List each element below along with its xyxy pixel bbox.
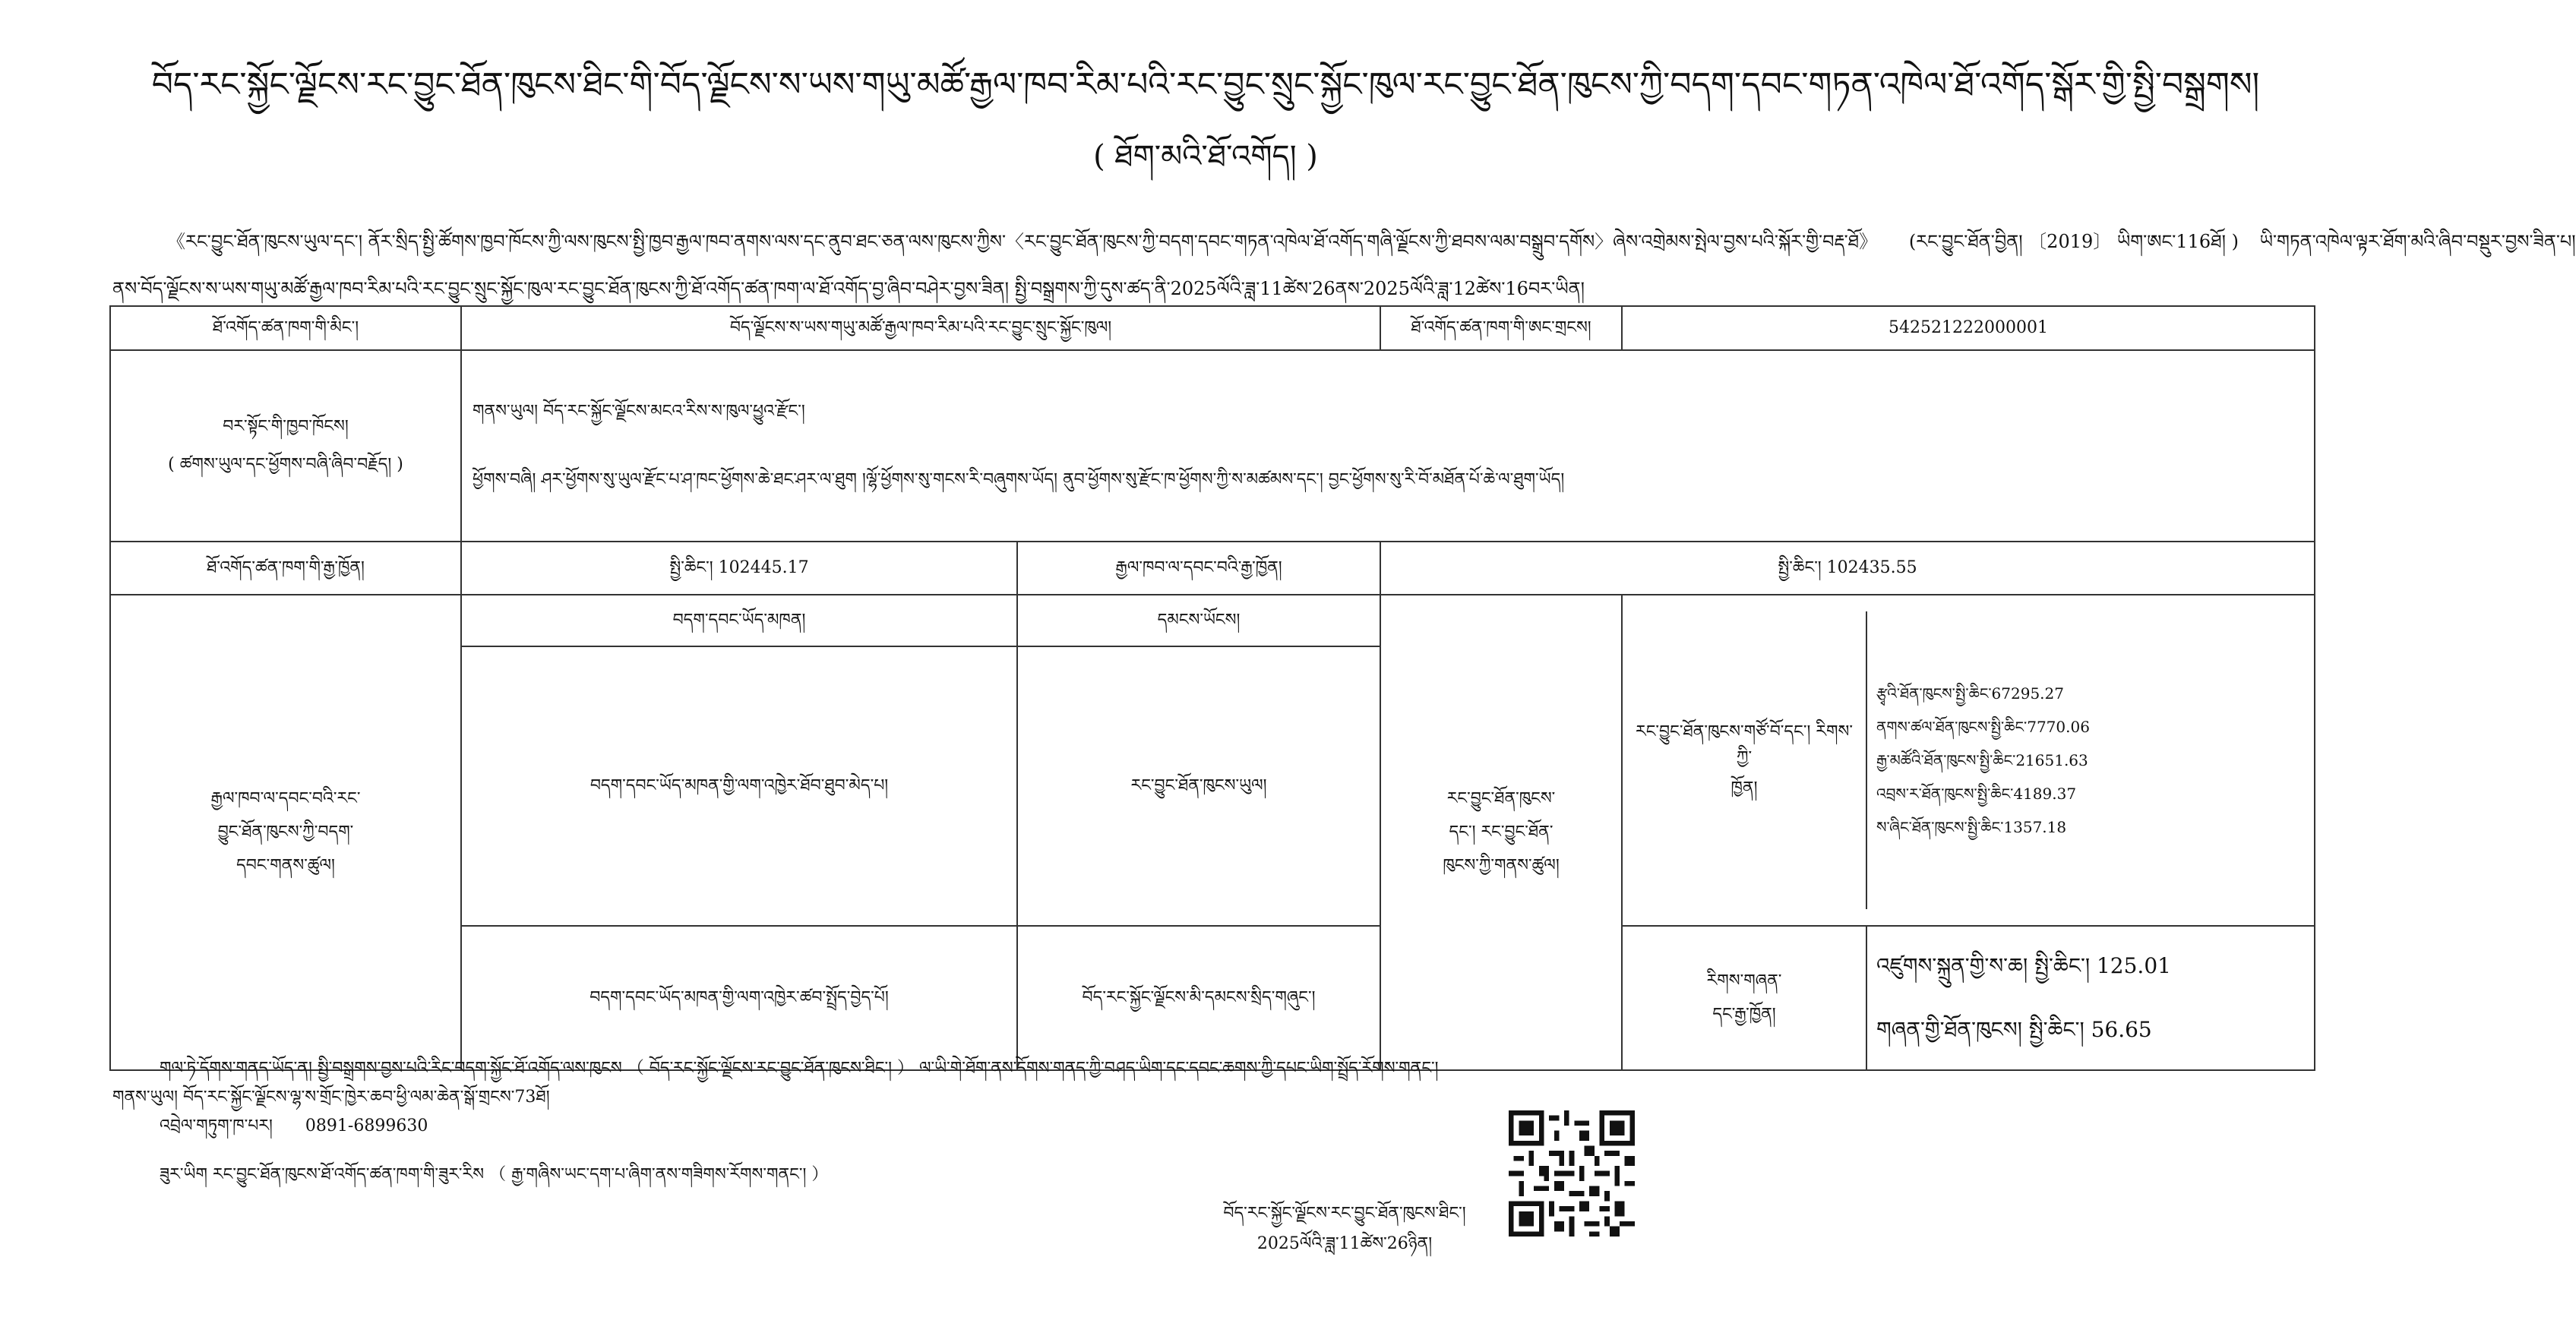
registration-table: [109, 305, 2315, 1071]
intro-reference: (རང་བྱུང་ཐོན་བྱིན། 〔2019〕 ཡིག་ཨང་116ཐོ། ): [1908, 231, 2239, 252]
representative-value-2: བོད་རང་སྐྱོང་ལྗོངས་མི་དམངས་སྲིད་གཞུང་།: [1017, 926, 1380, 1070]
issue-date: 2025ལོའི་ཟླ་11ཚེས་26ཉིན།: [1256, 1234, 1433, 1253]
farmland-area: ས་ཞིང་ཐོན་ཁུངས་སྤྱི་ཆིང་1357.18: [1876, 818, 2067, 836]
notice-subtitle: ( ཐོག་མའི་ཐོ་འགོད། ): [1093, 139, 1318, 174]
resource-types-line3: ཁུངས་ཀྱི་གནས་ཚུལ།: [1443, 856, 1560, 875]
other-types-label: [1623, 927, 1867, 1069]
scope-label-line1: བར་སྟོང་གི་ཁྱབ་ཁོངས།: [223, 417, 349, 436]
scope-location: གནས་ཡུལ། བོད་རང་སྐྱོང་ལྗོངས་མངའ་རིས་ས་ཁུལ་ཕྱུའ་རྫོང་།: [473, 402, 805, 421]
representative-header: དམངས་ཡོངས།: [1017, 595, 1380, 646]
forest-area: ནགས་ཚལ་ཐོན་ཁུངས་སྤྱི་ཆིང་7770.06: [1876, 718, 2090, 736]
main-types-label-line2: ཁྱོན།: [1731, 779, 1758, 797]
contact-phone-row: [160, 1113, 428, 1139]
state-area-label: རྒྱལ་ཁབ་ལ་དབང་བའི་རྒྱ་ཁྱོན།: [1017, 542, 1380, 595]
main-types-values: [1867, 611, 2314, 909]
owner-value: བདག་དབང་ཡོད་མཁན་གྱི་ལག་འཁྱེར་ཐོབ་ཐུབ་མེད་པ།: [461, 646, 1017, 926]
scope-value: [461, 350, 2315, 542]
resource-types-line1: རང་བྱུང་ཐོན་ཁུངས་: [1446, 789, 1556, 808]
unit-number-label: [1380, 306, 1622, 350]
other-resources-area: གཞན་གྱི་ཐོན་ཁུངས། སྤྱི་ཆིང་། 56.65: [1876, 1017, 2152, 1042]
area-value: སྤྱི་ཆིང་། 102445.17: [461, 542, 1017, 595]
objection-notice: གལ་ཏེ་དོགས་གནད་ཡོད་ན། སྤྱི་བསྒྲགས་བྱས་པའི་རིང་བདག་སྐྱོང་ཐོ་འགོད་ལས་ཁུངས （ བོད་རང་སྐྱོང་ལྗོངས་རང་བྱུང་ཐོན་ཁུངས་ཐིང་། ） ལ་ཡི་གེ་ཐོག་ནས་དོགས་གནད་ཀྱི་བཤད་ཡིག་དང་དབང་ཆགས་ཀྱི་དཔང་ཡིག་སྤྲོད་རོགས་གནང་།: [160, 1059, 1439, 1078]
construction-land-area: འཛུགས་སྐྲུན་གྱི་ས་ཆ། སྤྱི་ཆིང་། 125.01: [1876, 953, 2171, 978]
wetland-area: འབྲས་ར་ཐོན་ཁུངས་སྤྱི་ཆིང་4189.37: [1876, 785, 2077, 803]
other-types-detail: [1622, 926, 2315, 1070]
phone-label: འབྲེལ་གཏུག་ཁ་པར།: [160, 1116, 273, 1135]
main-types-label: [1623, 611, 1867, 909]
intro-tail-text: ཡི་གཏན་འཁེལ་ལྟར་ཐོག་མའི་ཞིབ་བསྡུར་བྱས་ཟིན་པ།: [2259, 231, 2576, 252]
qr-code-icon: [1509, 1110, 1635, 1237]
phone-number: 0891-6899630: [305, 1116, 428, 1135]
scope-boundaries: ཕྱོགས་བཞི། ཤར་ཕྱོགས་སུ་ཡུལ་རྫོང་པ་ཤ་ཁང་ཕྱོགས་ཆེ་ཐང་ཤར་ལ་ཐུག །ལྷོ་ཕྱོགས་སུ་གངས་རི་བཞུགས་ཡོད། ནུབ་ཕྱོགས་སུ་རྫོང་ཁ་ཕྱོགས་ཀྱི་ས་མཚམས་དང་། བྱང་ཕྱོགས་སུ་རི་བོ་མཐོན་པོ་ཆེ་ལ་ཐུག་ཡོད།: [473, 470, 1565, 489]
unit-name-value: བོད་ལྗོངས་ས་ཡས་གཡུ་མཚོ་རྒྱལ་ཁབ་རིམ་པའི་རང་བྱུང་སྲུང་སྐྱོང་ཁུལ།: [461, 306, 1380, 350]
other-types-label-line2: དང་རྒྱ་ཁྱོན།: [1712, 1005, 1776, 1024]
area-label: ཐོ་འགོད་ཚན་ཁག་གི་རྒྱ་ཁྱོན།: [110, 542, 461, 595]
ownership-label-line1: རྒྱལ་ཁབ་ལ་དབང་བའི་རང་: [210, 789, 361, 808]
representative-value: རང་བྱུང་ཐོན་ཁུངས་ཡུལ།: [1017, 646, 1380, 926]
scope-label-line2: ( ཚགས་ཡུལ་དང་ཕྱོགས་བཞི་ཞིབ་བརྗོད། ): [168, 455, 403, 474]
owner-value-2: བདག་དབང་ཡོད་མཁན་གྱི་ལག་འཁྱེར་ཚབ་སྤྲོད་བྱེད་པོ།: [461, 926, 1017, 1070]
intro-basis-text: 《རང་བྱུང་ཐོན་ཁུངས་ཡུལ་དང་། ནོར་སྲིད་སྤྱི་ཚོགས་ཁྱབ་ཁོངས་ཀྱི་ལས་ཁུངས་སྤྱི་ཁྱབ་རྒྱལ་ཁབ་ནགས་ལས་དང་ནུབ་ཐང་ཅན་ལས་ཁུངས་ཀྱིས་〈རང་བྱུང་ཐོན་ཁུངས་ཀྱི་བདག་དབང་གཏན་འཁེལ་ཐོ་འགོད་གཞི་ལྗོངས་ཀྱི་ཐབས་ལམ་བསྒྲུབ་དགོས〉ཞེས་འགྲེམས་སྤེལ་བྱས་པའི་སྐོར་གྱི་བརྡ་ཐོ》: [167, 231, 1878, 252]
state-area-value: སྤྱི་ཆིང་། 102435.55: [1380, 542, 2315, 595]
other-types-label-line1: རིགས་གཞན་: [1706, 971, 1782, 990]
notice-title: བོད་རང་སྐྱོང་ལྗོངས་རང་བྱུང་ཐོན་ཁུངས་ཐིང་གི་བོད་ལྗོངས་ས་ཡས་གཡུ་མཚོ་རྒྱལ་ཁབ་རིམ་པའི་རང་བྱུང་སྲུང་སྐྱོང་ཁུལ་རང་བྱུང་ཐོན་ཁུངས་ཀྱི་བདག་དབང་གཏན་འཁེལ་ཐོ་འགོད་སྒོར་གྱི་སྤྱི་བསྒྲགས།: [151, 65, 2260, 104]
unit-number-label-text: ཐོ་འགོད་ཚན་ཁག་གི་ཨང་གྲངས།: [1411, 318, 1591, 337]
water-area: རྒྱ་མཚོའི་ཐོན་ཁུངས་སྤྱི་ཆིང་21651.63: [1876, 751, 2088, 769]
owner-header: བདག་དབང་ཡོད་མཁན།: [461, 595, 1017, 646]
resource-types-line2: དང་། རང་བྱུང་ཐོན་: [1449, 823, 1554, 842]
ownership-label-line2: བྱུང་ཐོན་ཁུངས་ཀྱི་བདག་: [217, 823, 354, 842]
intro-paragraph-line1: [167, 226, 2576, 257]
intro-paragraph-line2: ནས་བོད་ལྗོངས་ས་ཡས་གཡུ་མཚོ་རྒྱལ་ཁབ་རིམ་པའི་རང་བྱུང་སྲུང་སྐྱོང་ཁུལ་རང་བྱུང་ཐོན་ཁུངས་ཀྱི་ཐོ་འགོད་ཚན་ཁག་ལ་ཐོ་འགོད་བྱ་ཞིབ་བཤེར་བྱས་ཟིན། སྤྱི་བསྒྲགས་ཀྱི་དུས་ཚད་ནི་2025ལོའི་ཟླ་11ཚེས་26ནས་2025ལོའི་ཟླ་12ཚེས་16བར་ཡིན།: [112, 278, 1585, 299]
grassland-area: རྩྭའི་ཐོན་ཁུངས་སྤྱི་ཆིང་67295.27: [1876, 684, 2064, 703]
attachment-note: ཟུར་ཡིག རང་བྱུང་ཐོན་ཁུངས་ཐོ་འགོད་ཚན་ཁག་གི་ཟུར་རིས （ རྒྱ་གཞིས་ཡང་དག་པ་ཞིག་ནས་གཟིགས་རོགས་གནང་། ）: [160, 1165, 829, 1184]
resource-types-detail: [1622, 595, 2315, 926]
ownership-label: [110, 595, 461, 1070]
issuer-name: བོད་རང་སྐྱོང་ལྗོངས་རང་བྱུང་ཐོན་ཁུངས་ཐིང་།: [1223, 1204, 1466, 1223]
contact-address: གནས་ཡུལ། བོད་རང་སྐྱོང་ལྗོངས་ལྷ་ས་གྲོང་ཁྱེར་ཆབ་ཕྱི་ལམ་ཆེན་སྒོ་གྲངས་73ཐོ།: [112, 1088, 550, 1107]
unit-number-value: 542521222000001: [1622, 306, 2315, 350]
unit-name-label: ཐོ་འགོད་ཚན་ཁག་གི་མིང་།: [110, 306, 461, 350]
main-types-label-line1: རང་བྱུང་ཐོན་ཁུངས་གཙོ་བོ་དང་། རིགས་ཀྱི་: [1636, 722, 1854, 767]
resource-types-label: [1380, 595, 1622, 1070]
scope-label: [110, 350, 461, 542]
ownership-label-line3: དབང་གནས་ཚུལ།: [236, 856, 335, 875]
other-types-values: [1867, 927, 2314, 1069]
